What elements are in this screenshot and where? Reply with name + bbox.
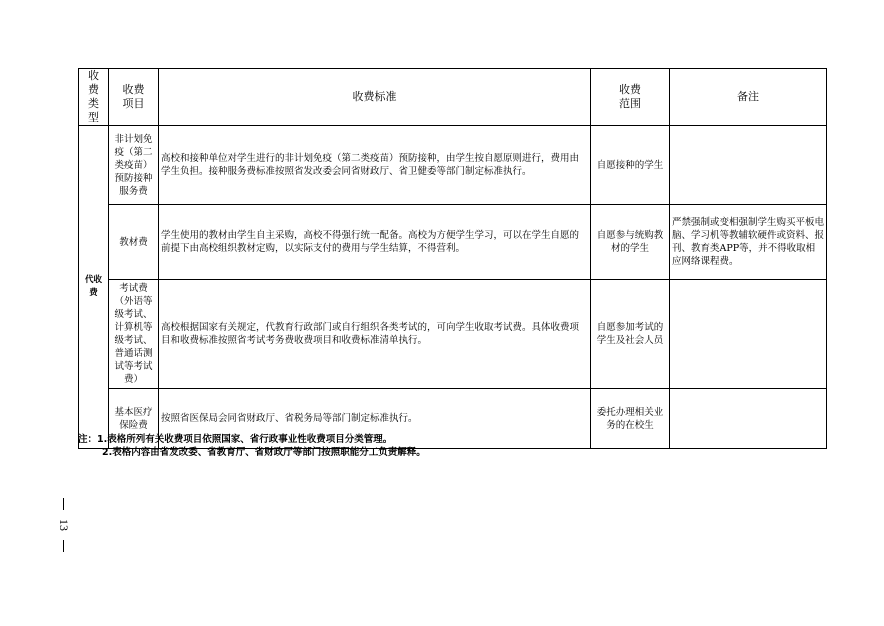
table-row [79, 280, 827, 389]
table-row [79, 126, 827, 205]
item-cell: 考试费（外语等级考试、计算机等级考试、普通话测试等考试费） [109, 280, 159, 389]
scope-cell: 自愿参与统购教材的学生 [591, 205, 670, 280]
table-row [79, 205, 827, 280]
header-remark: 备注 [670, 69, 827, 126]
header-standard: 收费标准 [159, 69, 591, 126]
fee-table [78, 68, 827, 449]
standard-cell: 高校根据国家有关规定，代教育行政部门或自行组织各类考试的，可向学生收取考试费。具体收费项目和收费标准按照省考试考务费收费项目和收费标准清单执行。 [159, 280, 591, 389]
note-line-2: 2.表格内容由省发改委、省教育厅、省财政厅等部门按照职能分工负责解释。 [102, 447, 426, 458]
header-row [79, 69, 827, 126]
item-cell: 基本医疗保险费 [109, 389, 159, 449]
page-number-text: 13 [57, 519, 71, 531]
standard-cell: 按照省医保局会同省财政厅、省税务局等部门制定标准执行。 [159, 389, 591, 449]
page-number [52, 498, 76, 552]
category-cell: 代收费 [79, 126, 109, 449]
remark-cell: 严禁强制或变相强制学生购买平板电脑、学习机等教辅软硬件或资料、报刊、教育类APP等，并不得收取相应网络课程费。 [670, 205, 827, 280]
page-number-bottom-rule [63, 540, 64, 552]
scope-cell: 自愿接种的学生 [591, 126, 670, 205]
remark-cell [670, 126, 827, 205]
item-cell: 非计划免疫（第二类疫苗）预防接种服务费 [109, 126, 159, 205]
note-line-1: 注：1.表格所列有关收费项目依照国家、省行政事业性收费项目分类管理。 [78, 434, 393, 445]
header-scope: 收费范围 [591, 69, 670, 126]
scope-cell: 自愿参加考试的学生及社会人员 [591, 280, 670, 389]
scope-cell: 委托办理相关业务的在校生 [591, 389, 670, 449]
header-type: 收费类型 [79, 69, 109, 126]
remark-cell [670, 280, 827, 389]
item-cell: 教材费 [109, 205, 159, 280]
page-number-top-rule [63, 498, 64, 510]
standard-cell: 高校和接种单位对学生进行的非计划免疫（第二类疫苗）预防接种，由学生按自愿原则进行，费用由学生负担。接种服务费标准按照省发改委会同省财政厅、省卫健委等部门制定标准执行。 [159, 126, 591, 205]
header-item: 收费项目 [109, 69, 159, 126]
standard-cell: 学生使用的教材由学生自主采购，高校不得强行统一配备。高校为方便学生学习，可以在学生自愿的前提下由高校组织教材定购，以实际支付的费用与学生结算，不得营利。 [159, 205, 591, 280]
table-notes [78, 433, 838, 459]
